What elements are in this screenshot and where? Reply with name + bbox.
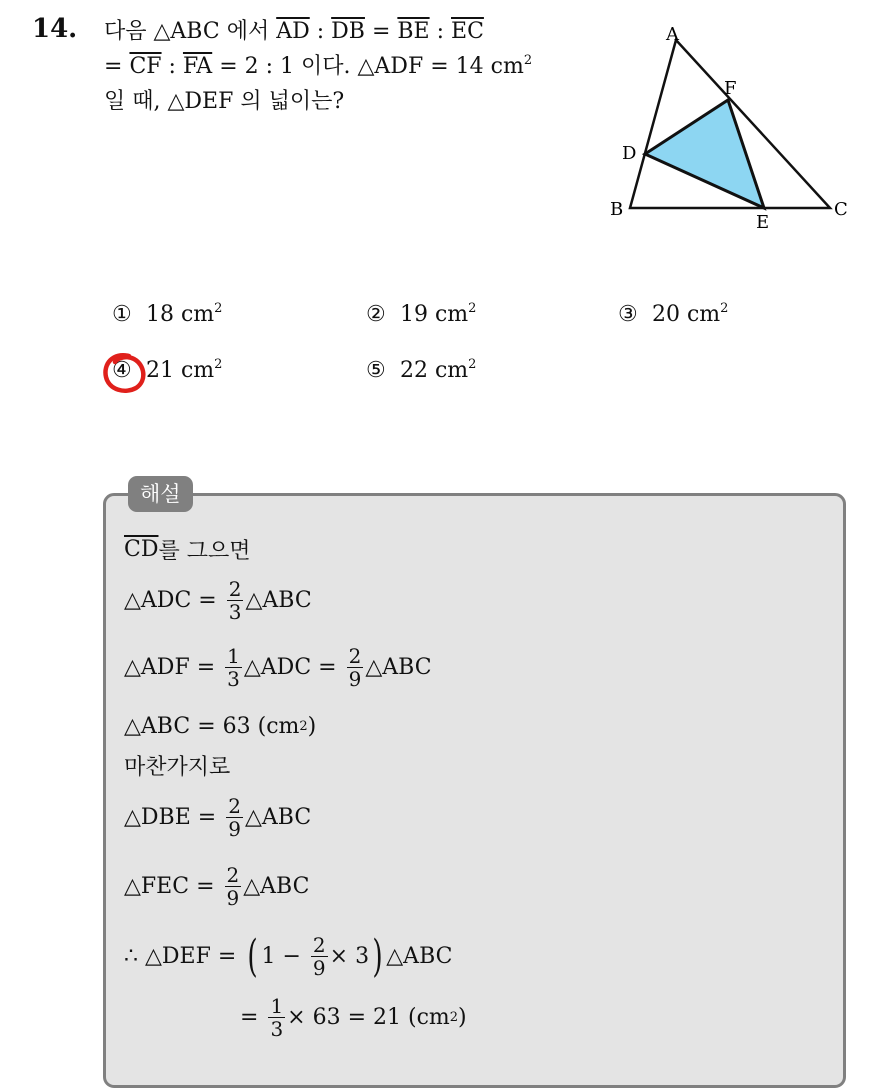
label-d: D: [622, 143, 637, 164]
choice-4[interactable]: ④ 21 $cm^2$: [112, 357, 223, 383]
fraction: $\frac{1}{3}$: [227, 644, 240, 691]
question-line-1: 다음 △ABC 에서 $\overline{AD}$ : $\overline{DB} = \overline{BE}$ : $\overline{EC}$: [104, 19, 484, 44]
solution-line-4: △ABC = 63 (cm 2 ): [124, 714, 317, 739]
choice-2[interactable]: ② 19 $cm^2$: [366, 301, 477, 327]
fraction: $\frac{2}{9}$: [312, 933, 326, 980]
choice-3[interactable]: ③ 20 $cm^2$: [618, 301, 729, 327]
solution-line-9: = $\frac{1}{3}$ × 63 = 21 (cm 2 ): [240, 994, 467, 1041]
label-b: B: [610, 199, 624, 220]
choice-5[interactable]: ⑤ 22 $cm^2$: [366, 357, 477, 383]
label-a: A: [666, 24, 679, 45]
label-f: F: [724, 78, 737, 99]
choice-1[interactable]: ① 18 $cm^2$: [112, 301, 223, 327]
solution-tag: 해설: [128, 476, 193, 512]
fraction: $\frac{2}{3}$: [228, 577, 242, 624]
question-number: 14.: [32, 14, 78, 44]
answer-circle-mark: [101, 350, 151, 398]
solution-line-8: ∴ △DEF = ( 1 − $\frac{2}{9}$ × 3 ) △ABC: [124, 930, 453, 982]
solution-line-5: 마찬가지로: [124, 755, 231, 780]
fraction: $\frac{2}{9}$: [228, 794, 241, 841]
fraction: $\frac{2}{9}$: [348, 644, 362, 691]
solution-line-1: $\overline{CD}$ 를 그으면: [124, 537, 251, 564]
question-text: [104, 14, 584, 119]
label-e: E: [756, 212, 770, 233]
fraction: $\frac{2}{9}$: [226, 863, 240, 910]
solution-line-6: △DBE = $\frac{2}{9}$ △ABC: [124, 794, 312, 841]
solution-line-7: △FEC = $\frac{2}{9}$ △ABC: [124, 863, 310, 910]
solution-line-2: △ADC = $\frac{2}{3}$ △ABC: [124, 577, 312, 624]
solution-line-3: △ADF = $\frac{1}{3}$ △ADC = $\frac{2}{9}$ △ABC: [124, 644, 432, 691]
triangle-figure: [600, 18, 860, 238]
question-line-2: = $\overline{CF}$ : $\overline{FA} = 2$ : 1 이다. △ADF = 14 $cm^2$: [104, 53, 533, 79]
fraction: $\frac{1}{3}$: [270, 994, 284, 1041]
label-c: C: [834, 199, 848, 220]
question-line-3: 일 때, △DEF 의 넓이는?: [104, 89, 345, 114]
